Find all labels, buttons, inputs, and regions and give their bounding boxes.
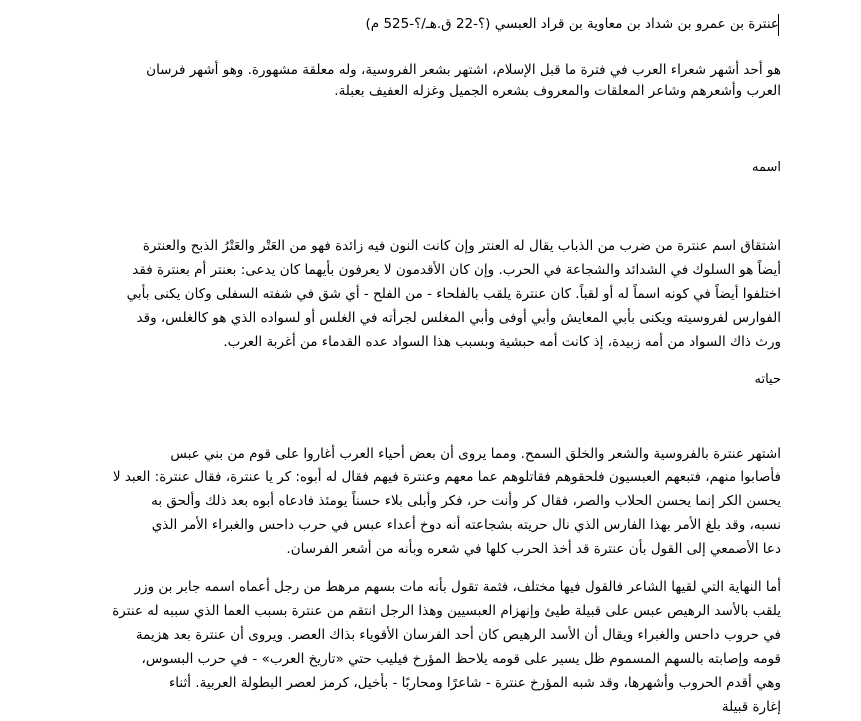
intro-line-1: هو أحد أشهر شعراء العرب في فترة ما قبل الإسلام، اشتهر بشعر الفروسية، وله معلقة مشهورة. وهو أشهر فرسان [146, 62, 781, 78]
life-para1-line-2: فأصابوا منهم، فتبعهم العبسيون فلحقوهم فقاتلوهم عما معهم وعنترة فيهم فقال له أبوه: كر يا عنترة، فقال عنترة: العبد لا [112, 469, 781, 485]
name-para-line-4: الفوارس لفروسيته ويكنى بأبي المعايش وأبي أوفى وأبي المغلس لجرأته في الغلس أو لسواده الذي هو كالغلس، وقد [136, 310, 781, 326]
life-para2-line-4: قومه وإصابته بالسهم المسموم ظل يسير على قومه يلاحظ المؤرخ فيليب حتي «تاريخ العرب» - في حرب البسوس، [141, 651, 781, 667]
document-title: عنترة بن عمرو بن شداد بن معاوية بن قراد العبسي (؟-22 ق.هـ/؟-525 م) [365, 16, 779, 32]
section-heading-life: حياته [754, 372, 781, 387]
intro-line-2: العرب وأشعرهم وشاعر المعلقات والمعروف بشعره الجميل وغزله العفيف بعبلة. [334, 83, 781, 99]
name-para-line-5: ورث ذاك السواد من أمه زبيدة، إذ كانت أمه حبشية وبسبب هذا السواد عده القدماء من أغربة العرب. [223, 334, 781, 350]
life-para1-line-3: يحسن الكر إنما يحسن الحلاب والصر، فقال كر وأنت حر، فكر وأبلى بلاء حسناً يومئذ فادعاه أبوه بعد ذلك وألحق به [151, 493, 781, 509]
life-para1-line-5: دعا الأصمعي إلى القول بأن عنترة قد أخذ الحرب كلها في شعره وبأنه من أشعر الفرسان. [286, 541, 781, 557]
life-para2-line-6: إغارة قبيلة [721, 699, 781, 715]
life-para2-line-1: أما النهاية التي لقيها الشاعر فالقول فيها مختلف، فثمة تقول بأنه مات بسهم مرهط من رجل أعماه اسمه جابر بن وزر [134, 579, 781, 595]
name-para-line-2: أيضاً هو السلوك في الشدائد والشجاعة في الحرب. وإن كان الأقدمون لا يعرفون بأيهما كان يدعى: بعنتر أم بعنترة فقد [132, 262, 781, 278]
name-para-line-1: اشتقاق اسم عنترة من ضرب من الذباب يقال له العنتر وإن كانت النون فيه زائدة فهو من العَتْر والعَتْرُ الذبح والعنترة [142, 238, 781, 254]
life-para2-line-2: يلقب بالأسد الرهيص عبس على قبيلة طيئ وإنهزام العبسيين وهذا الرجل انتقم من عنترة بسبب العما الذي سببه له عنترة [112, 603, 781, 619]
life-para1-line-4: نسبه، وقد بلغ الأمر بهذا الفارس الذي نال حريته بشجاعته أنه دوخ أعداء عبس في حرب داحس والغبراء الأمر الذي [151, 517, 781, 533]
life-para1-line-1: اشتهر عنترة بالفروسية والشعر والخلق السمح. ومما يروى أن بعض أحياء العرب أغاروا على قوم من بني عبس [170, 446, 781, 462]
life-para2-line-3: في حروب داحس والغبراء ويقال أن الأسد الرهيص كان أحد الفرسان الأقوياء بذاك العصر. ويروى أن عنترة بعد هزيمة [135, 627, 781, 643]
life-para2-line-5: وهي أقدم الحروب وأشهرها، وقد شبه المؤرخ عنترة - شاعرًا ومحاربًا - بأخيل، كرمز لعصر البطولة العربية. أثناء [168, 675, 781, 691]
name-para-line-3: اختلفوا أيضاً في كونه اسماً له أو لقباً. كان عنترة يلقب بالفلحاء - من الفلح - أي شق في شفته السفلى وكان يكنى بأبي [126, 286, 781, 302]
section-heading-name: اسمه [752, 160, 781, 175]
